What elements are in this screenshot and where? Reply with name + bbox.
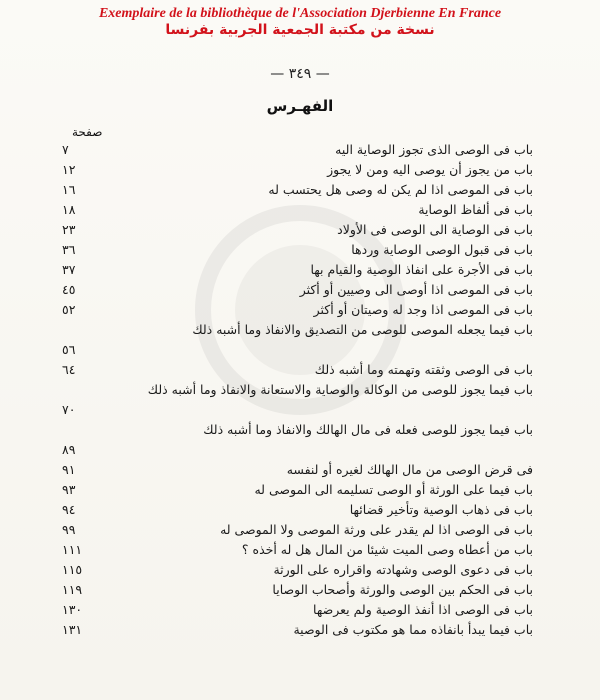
toc-entry-title: باب فيما يجعله الموصى للوصى من التصديق والانفاذ وما أشبه ذلك [192, 322, 533, 337]
toc-entry-title: باب من أعطاه وصى الميت شيئا من المال هل له أخذه ؟ [241, 542, 533, 557]
toc-entry-title: باب فيما يجوز للوصى من الوكالة والوصاية والاستعانة والانفاذ وما أشبه ذلك [147, 382, 533, 397]
toc-entry-title: باب فى دعوى الوصى وشهادته واقراره على الورثة [273, 562, 533, 577]
toc-entry [60, 360, 533, 380]
toc-entry [60, 160, 533, 180]
library-stamp-arabic: نسخة من مكتبة الجمعية الجربية بفرنسا [165, 22, 435, 38]
toc-entry-title: باب فى الموصى اذا وجد له وصيتان أو أكثر [313, 302, 533, 317]
toc-entry [60, 420, 533, 460]
toc-entry-page: ١٣١ [62, 622, 83, 637]
toc-entry-title: باب فى الأجرة على انفاذ الوصية والقيام بها [310, 262, 533, 277]
toc-entry [60, 500, 533, 520]
toc-entry-title: باب فى الوصى اذا أنفذ الوصية ولم يعرضها [313, 602, 533, 617]
toc-entry-page: ١١٥ [62, 562, 83, 577]
toc-entry-page: ٩٤ [62, 502, 76, 517]
toc-entry [60, 280, 533, 300]
toc-entry-title: باب فى الموصى اذا لم يكن له وصى هل يحتسب له [268, 182, 533, 197]
toc-entry [60, 260, 533, 280]
toc-entry-title: باب فى الحكم بين الوصى والورثة وأصحاب الوصايا [272, 582, 533, 597]
toc-entry-title: باب فى الوصى وثقته وتهمته وما أشبه ذلك [314, 362, 533, 377]
toc-entry-page: ١٦ [62, 182, 76, 197]
toc-entry [60, 580, 533, 600]
toc-entry [60, 520, 533, 540]
toc-entry [60, 480, 533, 500]
toc-entry-page: ١٣٠ [62, 602, 83, 617]
toc-entry-page: ٩١ [62, 462, 76, 477]
page-number: — ٣٤٩ — [270, 66, 330, 82]
toc-entry-title: باب فى الموصى اذا أوصى الى وصيين أو أكثر [299, 282, 533, 297]
page-title: الفهـرس [266, 97, 334, 115]
toc-entry [60, 240, 533, 260]
toc-entry [60, 620, 533, 640]
toc-entry [60, 180, 533, 200]
toc-entry-title: باب فى الوصاية الى الوصى فى الأولاد [337, 222, 533, 237]
toc-entry-page: ٩٣ [62, 482, 76, 497]
toc-entry-page: ٧٠ [62, 402, 76, 417]
toc-entry-title: باب فى قبول الوصى الوصاية وردها [351, 242, 533, 257]
toc-entry [60, 460, 533, 480]
library-stamp-french: Exemplaire de la bibliothèque de l'Association Djerbienne En France [98, 6, 502, 21]
toc-entry-title: فى قرض الوصى من مال الهالك لغيره أو لنفسه [286, 462, 533, 477]
toc-entry-page: ١١١ [62, 542, 83, 557]
toc-entry [60, 600, 533, 620]
toc-entry-title: باب فيما على الورثة أو الوصى تسليمه الى الموصى له [254, 482, 533, 497]
toc-entry-page: ١٢ [62, 162, 76, 177]
toc-entry-title: باب فى ألفاظ الوصاية [418, 202, 533, 217]
toc-entry-title: باب فيما يبدأ بانفاذه مما هو مكتوب فى الوصية [293, 622, 533, 637]
toc-entry-page: ٨٩ [62, 442, 76, 457]
toc-entry-page: ٢٣ [62, 222, 76, 237]
toc-entry-page: ٣٧ [62, 262, 76, 277]
toc-entry [60, 300, 533, 320]
toc-entry-title: باب فى الوصى اذا لم يقدر على ورثة الموصى ولا الموصى له [220, 522, 533, 537]
toc-entry [60, 560, 533, 580]
toc-entry [60, 540, 533, 560]
toc-entry-page: ٦٤ [62, 362, 76, 377]
toc-entry-page: ١٨ [62, 202, 76, 217]
toc-entry [60, 380, 533, 420]
toc-entry-title: باب فيما يجوز للوصى فعله فى مال الهالك والانفاذ وما أشبه ذلك [203, 422, 533, 437]
toc-entry-page: ٥٦ [62, 342, 76, 357]
toc-entry-title: باب من يجوز أن يوصى اليه ومن لا يجوز [327, 162, 533, 177]
toc-entry-page: ٩٩ [62, 522, 76, 537]
toc-entry-page: ٥٢ [62, 302, 76, 317]
toc-entry-page: ١١٩ [62, 582, 83, 597]
table-of-contents [60, 140, 533, 640]
toc-entry [60, 200, 533, 220]
toc-entry-page: ٤٥ [62, 282, 76, 297]
toc-entry-title: باب فى ذهاب الوصية وتأخير قضائها [349, 502, 533, 517]
toc-entry-page: ٧ [62, 142, 69, 157]
toc-entry-page: ٣٦ [62, 242, 76, 257]
toc-entry [60, 320, 533, 360]
toc-entry-title: باب فى الوصى الذى تجوز الوصاية اليه [335, 142, 533, 157]
page-column-label: صفحة [72, 125, 103, 139]
toc-entry [60, 220, 533, 240]
toc-entry [60, 140, 533, 160]
